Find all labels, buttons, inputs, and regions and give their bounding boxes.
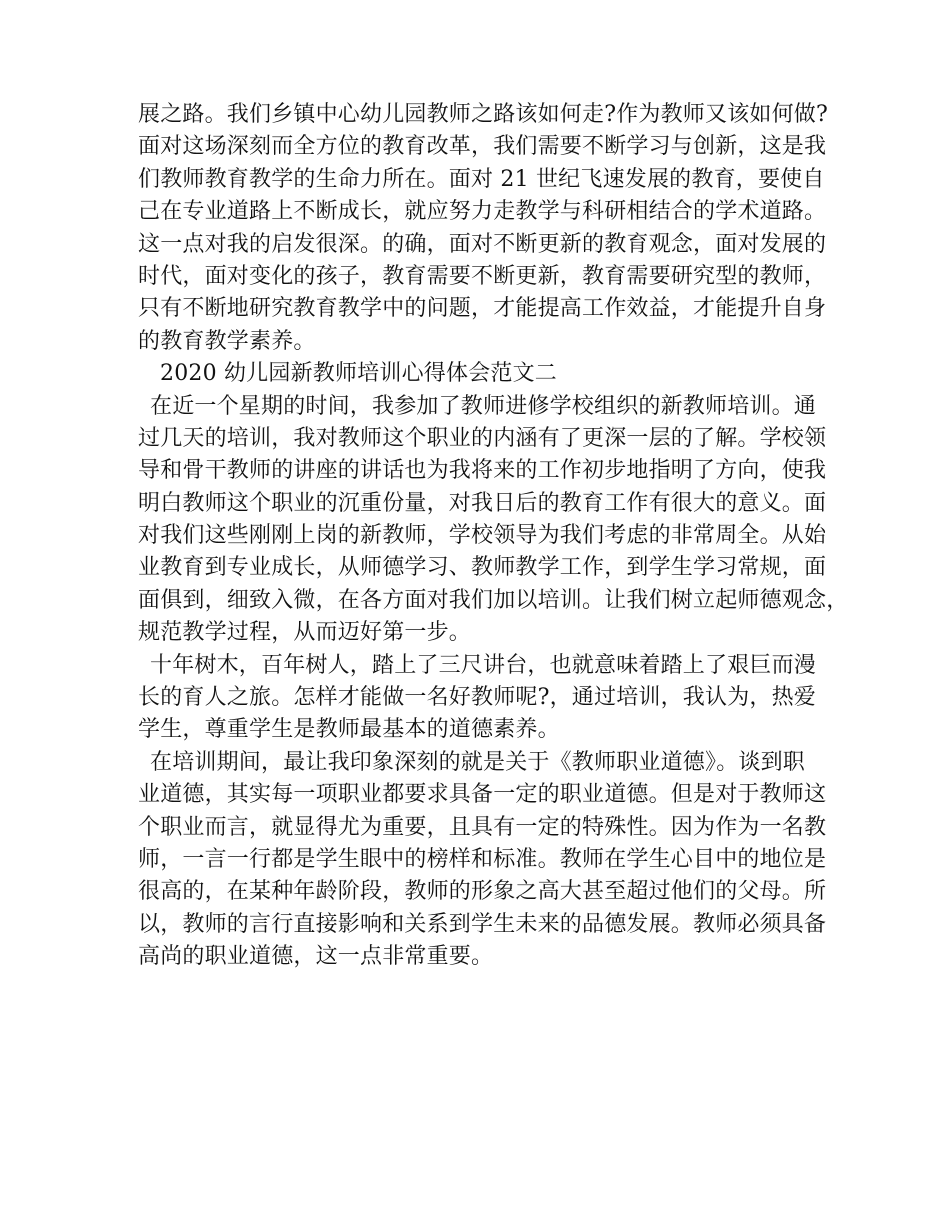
text-line: 长的育人之旅。怎样才能做一名好教师呢?，通过培训，我认为，热爱 <box>138 685 816 711</box>
text-line: 时代，面对变化的孩子，教育需要不断更新，教育需要研究型的教师， <box>138 263 827 289</box>
text-line: 学生，尊重学生是教师最基本的道德素养。 <box>138 717 560 743</box>
text-line: 展之路。我们乡镇中心幼儿园教师之路该如何走?作为教师又该如何做? <box>138 102 828 127</box>
text-line: 的教育教学素养。 <box>138 328 316 354</box>
text-line: 这一点对我的启发很深。的确，面对不断更新的教育观念，面对发展的 <box>138 231 827 257</box>
section-title: 2020 幼儿园新教师培训心得体会范文二 <box>160 361 557 387</box>
text-line: 业道德，其实每一项职业都要求具备一定的职业道德。但是对于教师这 <box>138 782 827 808</box>
paragraph-4 <box>138 747 827 974</box>
text-line: 业教育到专业成长，从师德学习、教师教学工作，到学生学习常规，面 <box>138 555 827 581</box>
text-line: 只有不断地研究教育教学中的问题，才能提高工作效益，才能提升自身 <box>138 296 827 322</box>
text-line: 面俱到，细致入微，在各方面对我们加以培训。让我们树立起师德观念， <box>138 587 849 613</box>
text-line: 十年树木，百年树人，踏上了三尺讲台，也就意味着踏上了艰巨而漫 <box>150 652 817 678</box>
text-line: 导和骨干教师的讲座的讲话也为我将来的工作初步地指明了方向，使我 <box>138 458 827 484</box>
text-line: 高尚的职业道德，这一点非常重要。 <box>138 944 494 970</box>
text-line: 明白教师这个职业的沉重份量，对我日后的教育工作有很大的意义。面 <box>138 490 827 516</box>
paragraph-continuation <box>138 99 828 358</box>
document-body <box>138 99 849 974</box>
text-line: 在培训期间，最让我印象深刻的就是关于《教师职业道德》。谈到职 <box>150 749 806 775</box>
text-line: 对我们这些刚刚上岗的新教师，学校领导为我们考虑的非常周全。从始 <box>138 523 827 549</box>
text-line: 很高的，在某种年龄阶段，教师的形象之高大甚至超过他们的父母。所 <box>138 879 827 905</box>
text-line: 己在专业道路上不断成长，就应努力走教学与科研相结合的学术道路。 <box>138 199 827 225</box>
text-line: 过几天的培训，我对教师这个职业的内涵有了更深一层的了解。学校领 <box>138 425 827 451</box>
text-line: 们教师教育教学的生命力所在。面对 21 世纪飞速发展的教育，要使自 <box>138 166 825 192</box>
text-line: 规范教学过程，从而迈好第一步。 <box>138 620 472 646</box>
paragraph-2 <box>138 391 849 650</box>
text-line: 面对这场深刻而全方位的教育改革，我们需要不断学习与创新，这是我 <box>138 134 827 160</box>
text-line: 个职业而言，就显得尤为重要，且具有一定的特殊性。因为作为一名教 <box>138 814 827 840</box>
text-line: 以，教师的言行直接影响和关系到学生未来的品德发展。教师必须具备 <box>138 911 827 937</box>
text-line: 师，一言一行都是学生眼中的榜样和标准。教师在学生心目中的地位是 <box>138 846 827 872</box>
text-line: 在近一个星期的时间，我参加了教师进修学校组织的新教师培训。通 <box>150 393 817 419</box>
paragraph-3 <box>138 650 818 747</box>
